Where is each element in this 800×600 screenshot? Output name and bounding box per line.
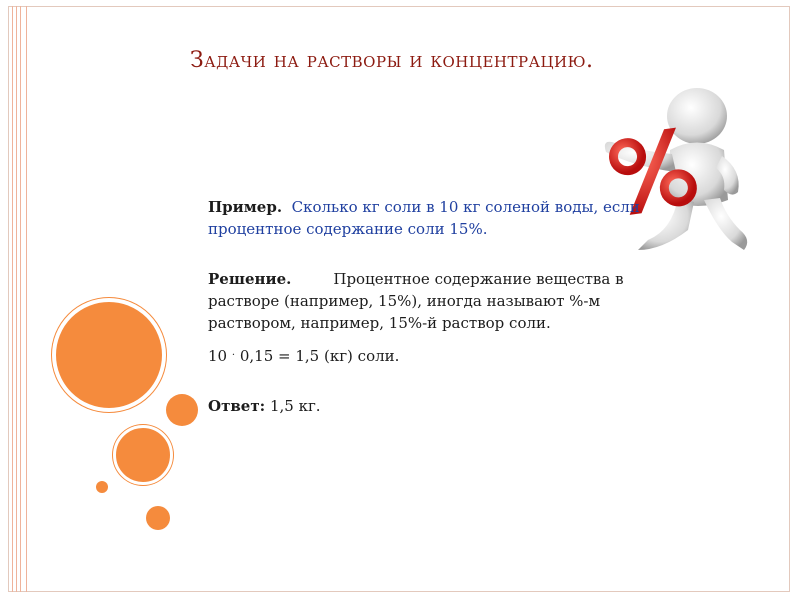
equation-line [208, 342, 668, 367]
decorative-circle-large [52, 298, 166, 412]
decorative-circle-tiny [96, 481, 108, 493]
answer-value: 1,5 кг. [269, 397, 321, 415]
slide-content [208, 196, 668, 417]
solution-text: Процентное содержание вещества в растворе (например, 15%), иногда называют %-м раствором, например, 15%-й раствор соли. [208, 270, 624, 332]
multiply-dot: . [231, 347, 236, 358]
left-rule-line [20, 6, 21, 592]
answer-label: Ответ: [208, 397, 266, 415]
solution-paragraph [208, 268, 668, 334]
slide-title: Задачи на растворы и концентрацию. [190, 48, 594, 73]
equation-right: 0,15 = 1,5 (кг) соли. [239, 347, 400, 365]
left-rule-line [26, 6, 27, 592]
decorative-circle-medium [113, 425, 173, 485]
example-label: Пример. [208, 198, 283, 216]
answer-paragraph [208, 395, 668, 417]
solution-label: Решение. [208, 270, 292, 288]
equation-left: 10 [208, 347, 228, 365]
example-paragraph [208, 196, 668, 240]
decorative-circle-small [166, 394, 198, 426]
decorative-circle-small [146, 506, 170, 530]
left-rule-line [12, 6, 13, 592]
left-rule-line [16, 6, 17, 592]
example-text: Сколько кг соли в 10 кг соленой воды, если процентное содержание соли 15%. [208, 198, 640, 238]
